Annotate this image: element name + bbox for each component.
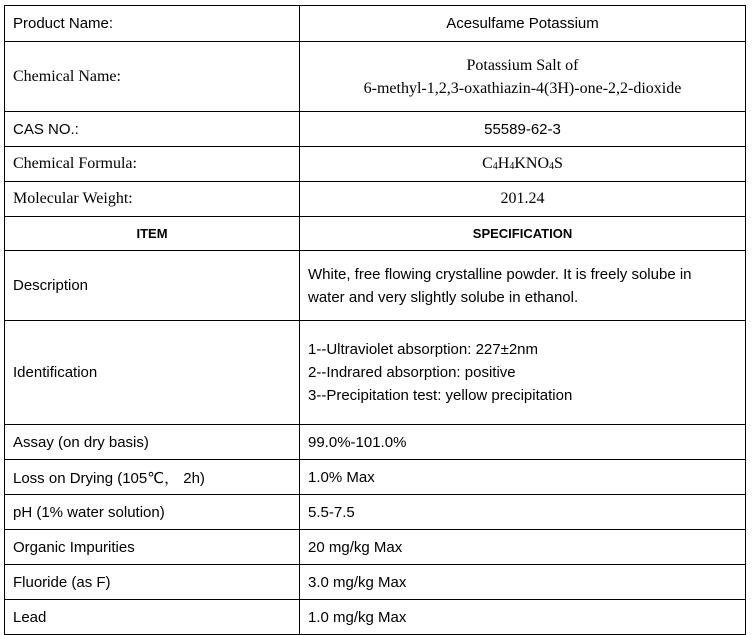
- formula-c: C: [482, 155, 493, 172]
- description-line-2: water and very slightly solube in ethanol.: [308, 288, 579, 306]
- row-chemical-name: [5, 42, 746, 112]
- product-name-value: Acesulfame Potassium: [300, 6, 746, 42]
- cas-no-label: CAS NO.:: [5, 112, 300, 147]
- fluoride-value: 3.0 mg/kg Max: [300, 565, 746, 600]
- item-column-header: ITEM: [5, 217, 300, 251]
- description-item: Description: [5, 251, 300, 321]
- row-assay: [5, 425, 746, 460]
- assay-value: 99.0%-101.0%: [300, 425, 746, 460]
- row-fluoride: [5, 565, 746, 600]
- row-ph: [5, 495, 746, 530]
- row-cas-no: [5, 112, 746, 147]
- chemical-name-line-2: 6-methyl-1,2,3-oxathiazin-4(3H)-one-2,2-dioxide: [363, 79, 682, 97]
- chemical-name-line-1: Potassium Salt of: [466, 56, 579, 74]
- chemical-formula-label: Chemical Formula:: [5, 147, 300, 182]
- product-name-label: Product Name:: [5, 6, 300, 42]
- formula-h-subscript: 4: [509, 161, 515, 172]
- row-molecular-weight: [5, 182, 746, 217]
- ph-value: 5.5-7.5: [300, 495, 746, 530]
- loss-on-drying-item: Loss on Drying (105℃， 2h): [5, 460, 300, 495]
- lead-item: Lead: [5, 600, 300, 635]
- formula-h: H: [497, 155, 510, 172]
- organic-impurities-value: 20 mg/kg Max: [300, 530, 746, 565]
- formula-c-subscript: 4: [492, 161, 498, 172]
- fluoride-item: Fluoride (as F): [5, 565, 300, 600]
- molecular-weight-label: Molecular Weight:: [5, 182, 300, 217]
- organic-impurities-item: Organic Impurities: [5, 530, 300, 565]
- row-product-name: [5, 6, 746, 42]
- chemical-name-label: Chemical Name:: [5, 42, 300, 112]
- description-line-1: White, free flowing crystalline powder. It is freely solube in: [308, 265, 692, 283]
- row-lead: [5, 600, 746, 635]
- chemical-name-value: [300, 42, 746, 112]
- row-organic-impurities: [5, 530, 746, 565]
- chemical-formula-value: [300, 147, 746, 182]
- identification-line-2: 2--Indrared absorption: positive: [308, 364, 516, 381]
- row-identification: [5, 321, 746, 425]
- ph-item: pH (1% water solution): [5, 495, 300, 530]
- specification-column-header: SPECIFICATION: [300, 217, 746, 251]
- identification-item: Identification: [5, 321, 300, 425]
- row-description: [5, 251, 746, 321]
- specification-table: [4, 5, 746, 635]
- molecular-weight-value: 201.24: [300, 182, 746, 217]
- row-loss-on-drying: [5, 460, 746, 495]
- lead-value: 1.0 mg/kg Max: [300, 600, 746, 635]
- formula-s: S: [554, 155, 563, 172]
- row-spec-header: [5, 217, 746, 251]
- loss-on-drying-value: 1.0% Max: [300, 460, 746, 495]
- identification-line-3: 3--Precipitation test: yellow precipitation: [308, 387, 573, 404]
- formula-kno: KNO: [514, 155, 549, 172]
- identification-line-1: 1--Ultraviolet absorption: 227±2nm: [308, 341, 539, 358]
- cas-no-value: 55589-62-3: [300, 112, 746, 147]
- formula-o-subscript: 4: [549, 161, 554, 172]
- assay-item: Assay (on dry basis): [5, 425, 300, 460]
- row-chemical-formula: [5, 147, 746, 182]
- description-value: [300, 251, 746, 321]
- identification-value: [300, 321, 746, 425]
